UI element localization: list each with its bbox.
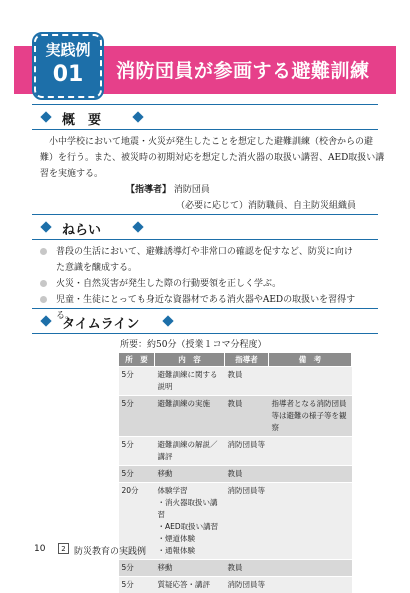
cell-content-sub: ・煙道体験 <box>158 533 222 545</box>
cell-content <box>155 483 225 560</box>
diamond-icon <box>132 221 143 232</box>
overview-heading: 概 要 <box>62 109 101 128</box>
table-header-row <box>119 353 352 367</box>
list-item <box>40 276 360 292</box>
cell-content: 避難訓練の解説／講評 <box>155 437 225 466</box>
cell-content: 避難訓練に関する説明 <box>155 367 225 396</box>
cell-time: 5分 <box>119 466 155 483</box>
instructor-row <box>126 182 210 198</box>
table-row <box>119 367 352 396</box>
diamond-icon <box>132 111 143 122</box>
cell-lead: 消防団員等 <box>225 577 269 593</box>
cell-content: 避難訓練の実施 <box>155 396 225 437</box>
section-rule-top <box>32 308 378 309</box>
column-header: 所 要 <box>119 353 155 367</box>
cell-lead: 教員 <box>225 466 269 483</box>
case-number: 01 <box>36 61 100 89</box>
table-row <box>119 560 352 577</box>
column-header: 内 容 <box>155 353 225 367</box>
instructor-main: 消防団員 <box>174 185 210 195</box>
diamond-icon <box>40 111 51 122</box>
cell-lead: 消防団員等 <box>225 437 269 466</box>
column-header: 備 考 <box>269 353 352 367</box>
page-number: 10 <box>34 544 45 554</box>
aims-heading: ねらい <box>62 219 101 238</box>
cell-time: 5分 <box>119 396 155 437</box>
timeline-table <box>118 352 352 593</box>
bullet-icon <box>40 248 47 255</box>
table-row <box>119 396 352 437</box>
cell-lead: 教員 <box>225 396 269 437</box>
section-rule-bottom <box>32 239 378 240</box>
cell-content-sub: ・消火器取扱い講習 <box>158 497 222 521</box>
cell-note <box>269 466 352 483</box>
diamond-icon <box>40 221 51 232</box>
section-rule-bottom <box>32 333 378 334</box>
section-rule-top <box>32 214 378 215</box>
cell-note <box>269 560 352 577</box>
cell-time: 5分 <box>119 577 155 593</box>
cell-note <box>269 437 352 466</box>
bullet-icon <box>40 296 47 303</box>
timeline-caption: 所要：約50分（授業１コマ分程度） <box>120 337 266 350</box>
cell-note <box>269 577 352 593</box>
list-item <box>40 244 360 276</box>
column-header: 指導者 <box>225 353 269 367</box>
section-rule-bottom <box>32 129 378 130</box>
page-title: 消防団員が参画する避難訓練 <box>116 56 370 83</box>
cell-note: 指導者となる消防団員等は避難の様子等を観察 <box>269 396 352 437</box>
cell-content: 質疑応答・講評 <box>155 577 225 593</box>
cell-lead: 教員 <box>225 560 269 577</box>
instructor-extra: （必要に応じて）消防職員、自主防災組織員 <box>176 198 356 214</box>
cell-time: 5分 <box>119 437 155 466</box>
table-row <box>119 466 352 483</box>
case-badge <box>34 34 102 98</box>
cell-note <box>269 367 352 396</box>
aim-text: 普段の生活において、避難誘導灯や非常口の確認を促すなど、防災に向けた意識を醸成する。 <box>56 244 360 276</box>
cell-lead: 教員 <box>225 367 269 396</box>
cell-note <box>269 483 352 560</box>
cell-time: 5分 <box>119 367 155 396</box>
table-row <box>119 483 352 560</box>
instructor-label: 【指導者】 <box>126 185 171 195</box>
cell-content-sub: ・通報体験 <box>158 545 222 557</box>
aim-text: 児童・生徒にとっても身近な資器材である消火器やAEDの取扱いを習得する。 <box>56 292 360 324</box>
footer-section-title: 防災教育の実践例 <box>74 544 146 557</box>
cell-content: 移動 <box>155 560 225 577</box>
timeline-heading: タイムライン <box>62 313 139 332</box>
cell-content-sub: ・AED取扱い講習 <box>158 521 222 533</box>
overview-paragraph: 小中学校において地震・火災が発生したことを想定した避難訓練（校舎からの避難）を行う。また、被災時の初期対応を想定した消火器の取扱い講習、AED取扱い講習を実施する。 <box>40 134 386 182</box>
cell-content: 移動 <box>155 466 225 483</box>
cell-lead: 消防団員等 <box>225 483 269 560</box>
bullet-icon <box>40 280 47 287</box>
cell-time: 5分 <box>119 560 155 577</box>
chapter-number: 2 <box>58 543 69 554</box>
cell-content-main: 体験学習 <box>158 485 222 497</box>
cell-time: 20分 <box>119 483 155 560</box>
section-rule-top <box>32 104 378 105</box>
table-row <box>119 577 352 593</box>
case-label: 実践例 <box>36 41 100 59</box>
table-row <box>119 437 352 466</box>
aim-text: 火災・自然災害が発生した際の行動要領を正しく学ぶ。 <box>56 276 360 292</box>
